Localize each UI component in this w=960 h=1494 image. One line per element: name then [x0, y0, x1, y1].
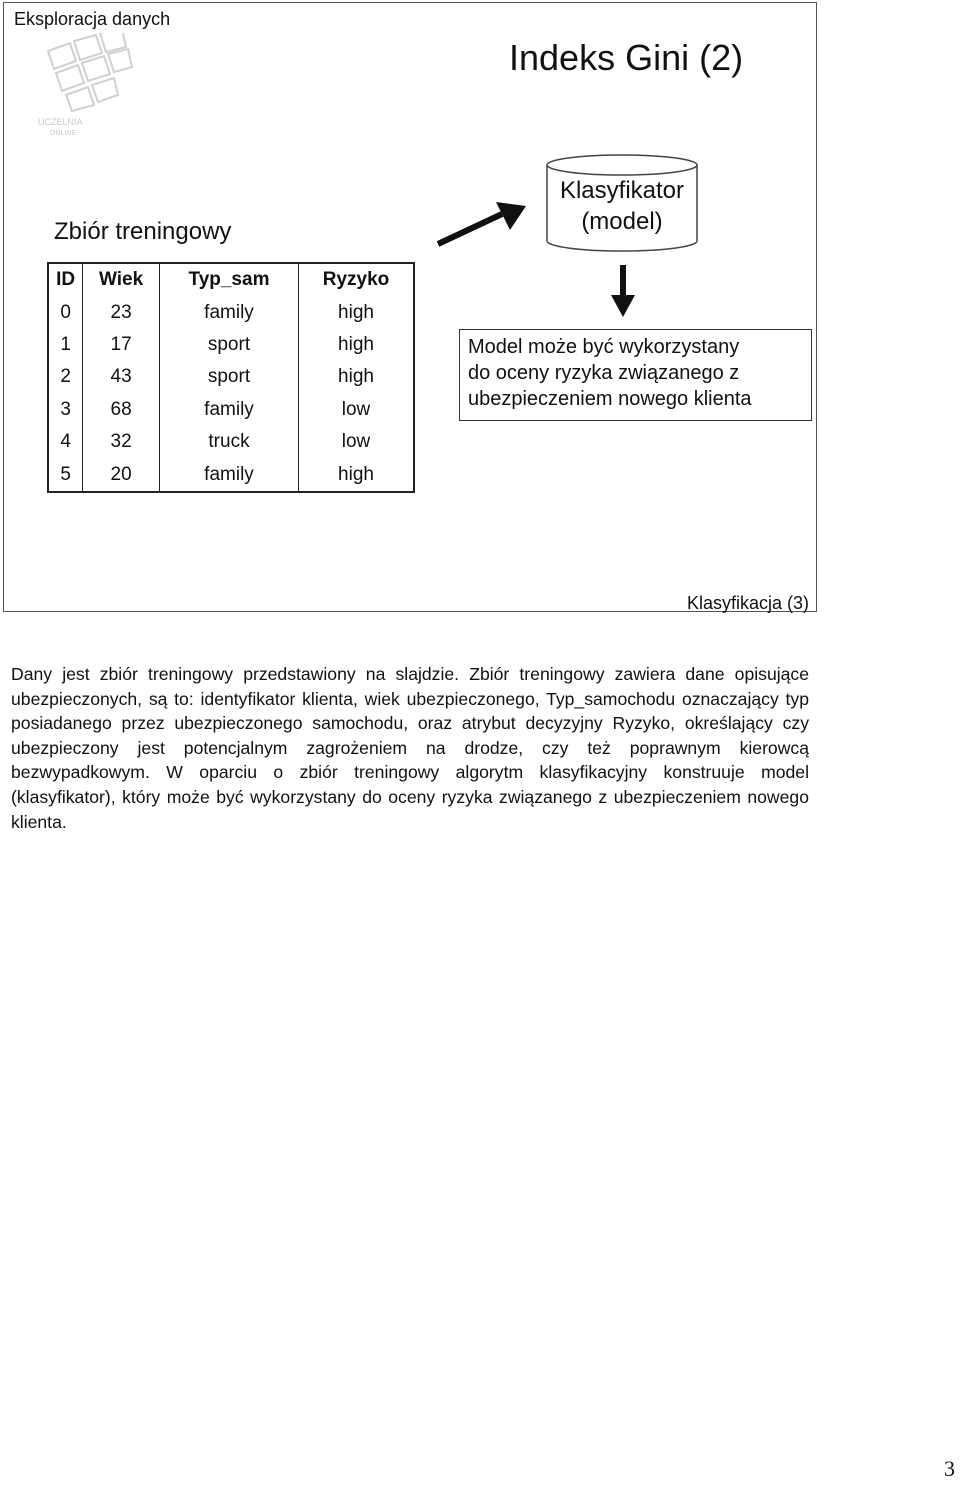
table-row [48, 426, 414, 458]
header-id: ID [48, 263, 83, 296]
cell: low [299, 426, 414, 458]
page-number: 3 [944, 1456, 955, 1481]
cell: 3 [48, 394, 83, 426]
cell: 0 [48, 296, 83, 328]
cell: high [299, 361, 414, 393]
cell: family [159, 394, 298, 426]
header-typ-sam: Typ_sam [159, 263, 298, 296]
table-header-row [48, 263, 414, 296]
slide-title: Indeks Gini (2) [509, 37, 744, 78]
body-paragraph: Dany jest zbiór treningowy przedstawiony na slajdzie. Zbiór treningowy zawiera dane opisujące ubezpieczonych, są to: identyfikator klienta, wiek ubezpieczonego, Typ_samochodu oznaczający typ posiadanego przez ubezpieczonego samochodu, oraz atrybut decyzyjny Ryzyko, określający czy ubezpieczony jest potencjalnym zagrożeniem na drodze, czy też poprawnym kierowcą bezwypadkowym. W oparciu o zbiór treningowy algorytm klasyfikacyjny konstruuje model (klasyfikator), który może być wykorzystany do oceny ryzyka związanego z ubezpieczeniem nowego klienta. [11, 664, 809, 832]
model-line-1: Model może być wykorzystany [468, 336, 740, 358]
header-wiek: Wiek [83, 263, 160, 296]
cell: 68 [83, 394, 160, 426]
training-set-title: Zbiór treningowy [54, 218, 232, 245]
table-row [48, 458, 414, 491]
cell: 23 [83, 296, 160, 328]
model-description-box [459, 329, 812, 421]
classifier-line-1: Klasyfikator [559, 177, 685, 204]
diagonal-arrow-icon [436, 200, 528, 252]
cell: high [299, 296, 414, 328]
cell: family [159, 296, 298, 328]
cell: high [299, 329, 414, 361]
logo-text-1: UCZELNIA [38, 117, 83, 127]
model-line-2: do oceny ryzyka związanego z [468, 362, 740, 384]
model-line-3: ubezpieczeniem nowego klienta [468, 388, 752, 410]
down-arrow-icon [610, 265, 636, 317]
logo-text-2: ONLINE [50, 130, 77, 137]
cell: 5 [48, 458, 83, 491]
cell: 4 [48, 426, 83, 458]
section-label: Eksploracja danych [14, 9, 171, 29]
cell: sport [159, 329, 298, 361]
cell: high [299, 458, 414, 491]
cell: 43 [83, 361, 160, 393]
cell: 17 [83, 329, 160, 361]
classifier-label [546, 175, 698, 237]
training-table [47, 262, 415, 493]
cell: family [159, 458, 298, 491]
slide [3, 2, 817, 612]
cell: 2 [48, 361, 83, 393]
cell: 1 [48, 329, 83, 361]
table-row [48, 361, 414, 393]
logo [28, 33, 138, 138]
slide-footer: Klasyfikacja (3) [686, 593, 809, 613]
cell: sport [159, 361, 298, 393]
cell: 32 [83, 426, 160, 458]
table-row [48, 329, 414, 361]
header-ryzyko: Ryzyko [299, 263, 414, 296]
cell: low [299, 394, 414, 426]
table-row [48, 394, 414, 426]
cell: truck [159, 426, 298, 458]
cell: 20 [83, 458, 160, 491]
classifier-line-2: (model) [581, 208, 663, 235]
table-row [48, 296, 414, 328]
